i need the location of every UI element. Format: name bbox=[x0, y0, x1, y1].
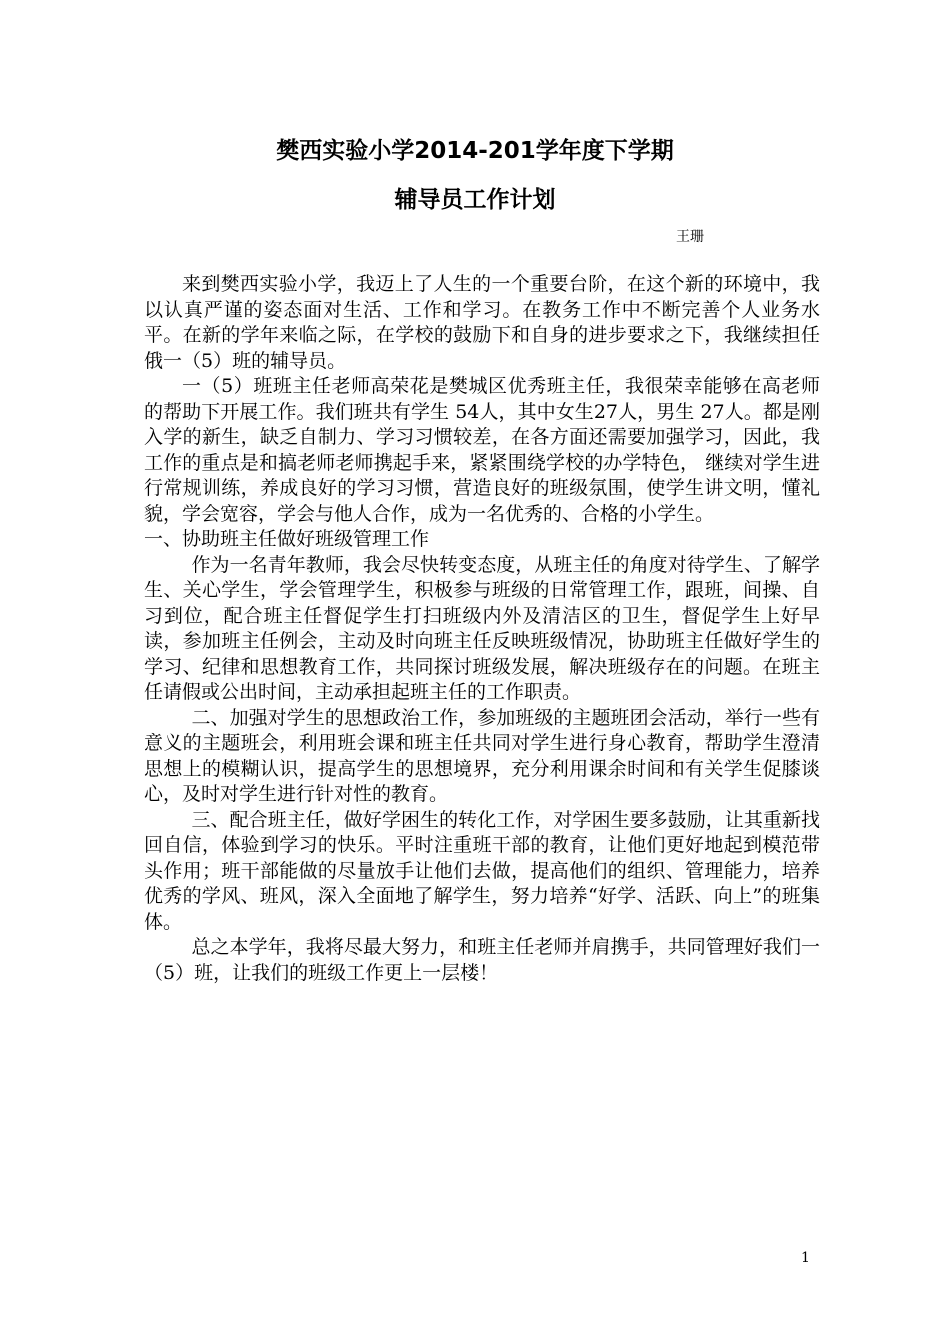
paragraph-section-2: 二、加强对学生的思想政治工作，参加班级的主题班团会活动，举行一些有意义的主题班会，利用班会课和班主任共同对学生进行身心教育，帮助学生澄清思想上的模糊认识，提高学生的思想境界，充分利用课余时间和有关学生促膝谈心，及时对学生进行针对性的教育。 bbox=[144, 706, 820, 805]
paragraph-intro: 来到樊西实验小学，我迈上了人生的一个重要台阶，在这个新的环境中，我以认真严谨的姿态面对生活、工作和学习。在教务工作中不断完善个人业务水平。在新的学年来临之际，在学校的鼓励下和自身的进步要求之下，我继续担任俄一（5）班的辅导员。 bbox=[144, 273, 820, 372]
page-number: 1 bbox=[801, 1250, 810, 1266]
section-heading-1: 一、协助班主任做好班级管理工作 bbox=[144, 528, 430, 550]
document-title-line-2: 辅导员工作计划 bbox=[394, 187, 556, 213]
author-name: 王珊 bbox=[676, 229, 704, 245]
document-body bbox=[144, 272, 820, 986]
paragraph-class-info: 一（5）班班主任老师高荣花是樊城区优秀班主任，我很荣幸能够在高老师的帮助下开展工作。我们班共有学生 54人，其中女生27人，男生 27人。都是刚入学的新生，缺乏自制力、学习习惯较差，在各方面还需要加强学习，因此，我工作的重点是和搞老师老师携起手来，紧紧围绕学校的办学特色， 继续对学生进行常规训练，养成良好的学习习惯，营造良好的班级氛围，使学生讲文明，懂礼貌，学会宽容，学会与他人合作，成为一名优秀的、合格的小学生。 bbox=[144, 375, 820, 525]
paragraph-section-3: 三、配合班主任，做好学困生的转化工作，对学困生要多鼓励，让其重新找回自信，体验到学习的快乐。平时注重班干部的教育，让他们更好地起到模范带头作用；班干部能做的尽量放手让他们去做，提高他们的组织、管理能力，培养优秀的学风、班风，深入全面地了解学生，努力培养“好学、活跃、向上”的班集体。 bbox=[144, 808, 820, 933]
paragraph-conclusion: 总之本学年，我将尽最大努力，和班主任老师并肩携手，共同管理好我们一（5）班，让我们的班级工作更上一层楼！ bbox=[144, 936, 820, 984]
document-title-line-1: 樊西实验小学2014-201学年度下学期 bbox=[276, 138, 674, 164]
paragraph-section-1: 作为一名青年教师，我会尽快转变态度，从班主任的角度对待学生、了解学生、关心学生，学会管理学生，积极参与班级的日常管理工作，跟班，间操、自习到位，配合班主任督促学生打扫班级内外及清洁区的卫生，督促学生上好早读，参加班主任例会，主动及时向班主任反映班级情况，协助班主任做好学生的学习、纪律和思想教育工作，共同探讨班级发展，解决班级存在的问题。在班主任请假或公出时间，主动承担起班主任的工作职责。 bbox=[144, 553, 820, 703]
